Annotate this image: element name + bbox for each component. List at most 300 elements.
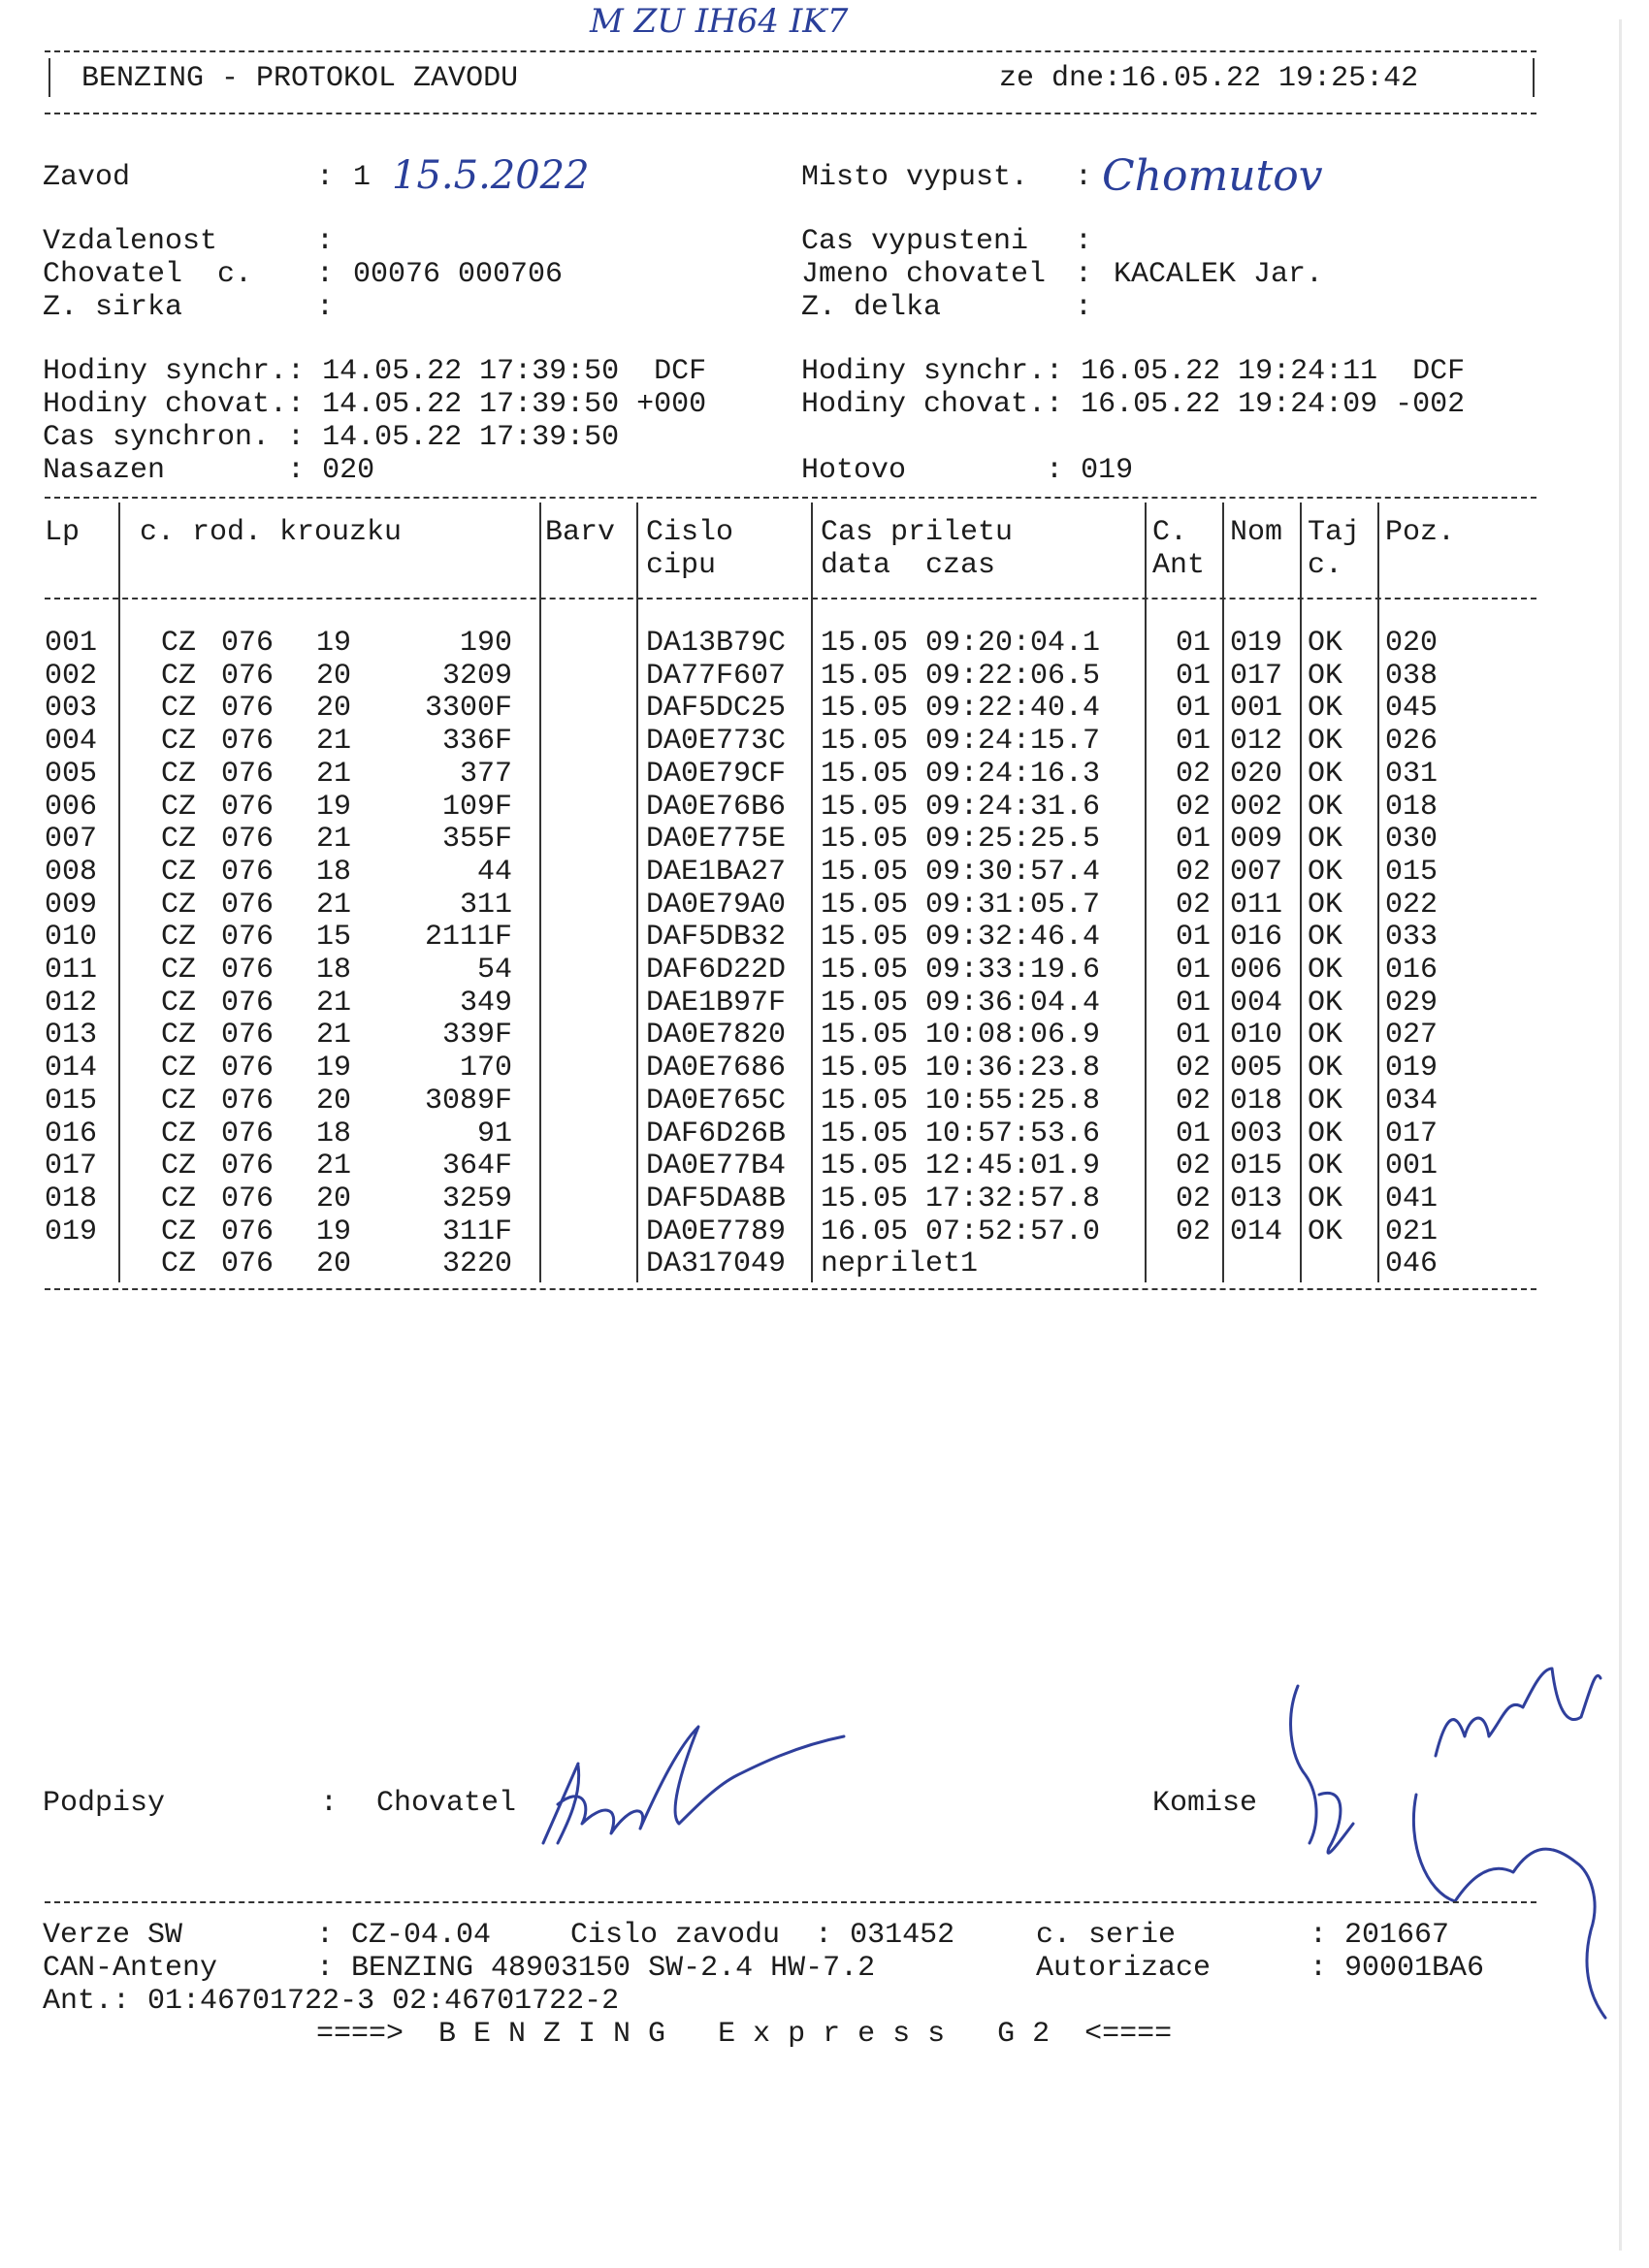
row-country: CZ xyxy=(161,1247,197,1281)
row-chip: DA13B79C xyxy=(646,627,787,660)
row-nom: 004 xyxy=(1230,986,1283,1020)
row-year: 21 xyxy=(316,1150,352,1183)
header-ring: c. rod. krouzku xyxy=(140,516,403,549)
row-nom: 001 xyxy=(1230,692,1283,726)
row-taj: OK xyxy=(1308,954,1343,987)
clock-right-1: Hodiny synchr.: 16.05.22 19:24:11 DCF xyxy=(801,355,1466,388)
row-chip: DA0E765C xyxy=(646,1084,787,1118)
row-ring-number: 44 xyxy=(476,855,512,889)
row-nom: 011 xyxy=(1230,888,1283,922)
ant-label: Ant.: xyxy=(43,1985,131,2018)
header-time-2: data czas xyxy=(821,549,996,582)
row-time: neprilet1 xyxy=(821,1247,979,1281)
row-poz: 033 xyxy=(1385,921,1439,955)
row-ring-number: 364F xyxy=(441,1150,512,1183)
row-taj: OK xyxy=(1308,1084,1343,1118)
row-chip: DA0E775E xyxy=(646,823,787,857)
row-ant: 01 xyxy=(1176,986,1212,1020)
header-barv: Barv xyxy=(545,516,616,549)
header-nom: Nom xyxy=(1230,516,1283,549)
row-chip: DAF5DA8B xyxy=(646,1182,787,1215)
row-ant: 01 xyxy=(1176,921,1212,955)
row-region: 076 xyxy=(221,954,275,987)
row-chip: DA0E7686 xyxy=(646,1052,787,1085)
row-ring-number: 170 xyxy=(459,1052,512,1085)
row-taj: OK xyxy=(1308,921,1343,955)
row-nom: 010 xyxy=(1230,1019,1283,1053)
row-region: 076 xyxy=(221,725,275,759)
chovatel-label: Chovatel c. xyxy=(43,258,253,291)
row-country: CZ xyxy=(161,725,197,759)
row-nom: 018 xyxy=(1230,1084,1283,1118)
row-lp: 003 xyxy=(45,692,98,726)
row-country: CZ xyxy=(161,659,197,693)
sirka-colon: : xyxy=(316,291,335,324)
row-poz: 029 xyxy=(1385,986,1439,1020)
delka-colon: : xyxy=(1075,291,1093,324)
clock-right-3-value: 019 xyxy=(1081,454,1134,487)
row-ring-number: 311 xyxy=(459,888,512,922)
row-nom: 006 xyxy=(1230,954,1283,987)
row-year: 15 xyxy=(316,921,352,955)
row-poz: 046 xyxy=(1385,1247,1439,1281)
row-region: 076 xyxy=(221,1052,275,1085)
row-country: CZ xyxy=(161,823,197,857)
row-chip: DA0E79CF xyxy=(646,757,787,791)
row-taj: OK xyxy=(1308,1182,1343,1215)
clock-right-1-value: 16.05.22 19:24:11 xyxy=(1081,355,1378,388)
row-year: 20 xyxy=(316,1182,352,1215)
clock-right-2-extra: -002 xyxy=(1395,388,1466,421)
row-poz: 020 xyxy=(1385,627,1439,660)
row-poz: 015 xyxy=(1385,855,1439,889)
row-time: 15.05 09:24:31.6 xyxy=(821,790,1101,824)
row-region: 076 xyxy=(221,1117,275,1150)
row-nom: 003 xyxy=(1230,1117,1283,1150)
row-nom: 007 xyxy=(1230,855,1283,889)
row-chip: DAF6D22D xyxy=(646,954,787,987)
row-lp: 004 xyxy=(45,725,98,759)
row-nom: 012 xyxy=(1230,725,1283,759)
row-ring-number: 91 xyxy=(476,1117,512,1150)
clock-right-1-extra: DCF xyxy=(1412,355,1466,388)
row-poz: 027 xyxy=(1385,1019,1439,1053)
header-chip: Cislo xyxy=(646,516,734,549)
row-poz: 034 xyxy=(1385,1084,1439,1118)
row-lp: 013 xyxy=(45,1019,98,1053)
misto-colon: : xyxy=(1075,161,1093,194)
row-time: 15.05 12:45:01.9 xyxy=(821,1150,1101,1183)
row-year: 20 xyxy=(316,659,352,693)
row-poz: 016 xyxy=(1385,954,1439,987)
row-ring-number: 190 xyxy=(459,627,512,660)
header-taj: Taj xyxy=(1308,516,1361,549)
row-lp: 018 xyxy=(45,1182,98,1215)
clock-left-2-value: 14.05.22 17:39:50 xyxy=(322,388,620,421)
clock-left-1-label: Hodiny synchr. xyxy=(43,355,288,388)
misto-label: Misto vypust. xyxy=(801,161,1029,194)
clock-left-3: Cas synchron. : 14.05.22 17:39:50 xyxy=(43,421,620,454)
can-value-text: BENZING 48903150 SW-2.4 HW-7.2 xyxy=(351,1952,876,1985)
clock-left-2-label: Hodiny chovat. xyxy=(43,388,288,421)
row-ant: 01 xyxy=(1176,1019,1212,1053)
handwritten-race-date: 15.5.2022 xyxy=(392,153,590,198)
row-time: 15.05 10:55:25.8 xyxy=(821,1084,1101,1118)
row-country: CZ xyxy=(161,1052,197,1085)
header-ant: C. xyxy=(1152,516,1188,549)
row-time: 15.05 09:33:19.6 xyxy=(821,954,1101,987)
row-country: CZ xyxy=(161,888,197,922)
clock-right-2-value: 16.05.22 19:24:09 xyxy=(1081,388,1378,421)
clock-left-1-value: 14.05.22 17:39:50 xyxy=(322,355,620,388)
row-chip: DA77F607 xyxy=(646,659,787,693)
header-date-value: 16.05.22 19:25:42 xyxy=(1121,62,1419,95)
row-time: 15.05 10:08:06.9 xyxy=(821,1019,1101,1053)
verze-label: Verze SW xyxy=(43,1919,183,1952)
row-region: 076 xyxy=(221,1019,275,1053)
row-region: 076 xyxy=(221,1247,275,1281)
clock-left-2-extra: +000 xyxy=(636,388,707,421)
row-poz: 030 xyxy=(1385,823,1439,857)
row-country: CZ xyxy=(161,1182,197,1215)
row-ant: 01 xyxy=(1176,659,1212,693)
row-taj: OK xyxy=(1308,1150,1343,1183)
row-country: CZ xyxy=(161,790,197,824)
row-country: CZ xyxy=(161,1117,197,1150)
row-lp: 009 xyxy=(45,888,98,922)
row-country: CZ xyxy=(161,692,197,726)
row-taj: OK xyxy=(1308,659,1343,693)
row-time: 15.05 09:22:40.4 xyxy=(821,692,1101,726)
clock-right-2-label: Hodiny chovat. xyxy=(801,388,1047,421)
row-chip: DA317049 xyxy=(646,1247,787,1281)
row-ant: 02 xyxy=(1176,1052,1212,1085)
row-region: 076 xyxy=(221,659,275,693)
row-nom: 020 xyxy=(1230,757,1283,791)
row-country: CZ xyxy=(161,855,197,889)
row-nom: 013 xyxy=(1230,1182,1283,1215)
row-ring-number: 109F xyxy=(441,790,512,824)
row-country: CZ xyxy=(161,921,197,955)
row-lp: 011 xyxy=(45,954,98,987)
row-lp: 007 xyxy=(45,823,98,857)
row-taj: OK xyxy=(1308,1117,1343,1150)
brand-line: ====> B E N Z I N G E x p r e s s G 2 <==== xyxy=(316,2018,1173,2051)
vzdalenost-label: Vzdalenost xyxy=(43,225,218,258)
zavod-colon: : xyxy=(316,161,335,194)
clock-left-1-extra: DCF xyxy=(654,355,707,388)
row-poz: 018 xyxy=(1385,790,1439,824)
row-time: 15.05 09:24:16.3 xyxy=(821,757,1101,791)
zavod-value: 1 xyxy=(353,161,372,194)
row-time: 15.05 17:32:57.8 xyxy=(821,1182,1101,1215)
row-taj: OK xyxy=(1308,1215,1343,1248)
can-value: : BENZING 48903150 SW-2.4 HW-7.2 xyxy=(316,1952,876,1985)
komise-label: Komise xyxy=(1152,1787,1258,1820)
row-nom: 014 xyxy=(1230,1215,1283,1248)
footer-rule xyxy=(45,1901,1536,1903)
row-poz: 022 xyxy=(1385,888,1439,922)
clock-right-3-label: Hotovo xyxy=(801,454,1047,487)
row-year: 19 xyxy=(316,790,352,824)
row-lp: 006 xyxy=(45,790,98,824)
row-lp: 019 xyxy=(45,1215,98,1248)
row-chip: DAE1B97F xyxy=(646,986,787,1020)
row-time: 16.05 07:52:57.0 xyxy=(821,1215,1101,1248)
row-lp: 010 xyxy=(45,921,98,955)
row-region: 076 xyxy=(221,757,275,791)
delka-label: Z. delka xyxy=(801,291,942,324)
row-ant: 02 xyxy=(1176,1182,1212,1215)
row-year: 21 xyxy=(316,986,352,1020)
row-year: 19 xyxy=(316,1052,352,1085)
row-ring-number: 339F xyxy=(441,1019,512,1053)
row-region: 076 xyxy=(221,627,275,660)
row-country: CZ xyxy=(161,757,197,791)
row-country: CZ xyxy=(161,1084,197,1118)
row-region: 076 xyxy=(221,692,275,726)
clock-left-2: Hodiny chovat.: 14.05.22 17:39:50 +000 xyxy=(43,388,707,421)
verze-value-text: CZ-04.04 xyxy=(351,1919,492,1952)
jmeno-value: KACALEK Jar. xyxy=(1114,258,1324,291)
row-region: 076 xyxy=(221,823,275,857)
row-year: 19 xyxy=(316,1215,352,1248)
row-poz: 041 xyxy=(1385,1182,1439,1215)
clock-right-2: Hodiny chovat.: 16.05.22 19:24:09 -002 xyxy=(801,388,1466,421)
row-country: CZ xyxy=(161,1215,197,1248)
row-year: 18 xyxy=(316,954,352,987)
ant-line xyxy=(43,1985,619,2018)
row-taj: OK xyxy=(1308,757,1343,791)
row-time: 15.05 09:32:46.4 xyxy=(821,921,1101,955)
row-ring-number: 3259 xyxy=(441,1182,512,1215)
cislo-zavodu-value: 031452 xyxy=(850,1919,955,1952)
row-poz: 038 xyxy=(1385,659,1439,693)
row-taj: OK xyxy=(1308,823,1343,857)
row-year: 20 xyxy=(316,1084,352,1118)
cas-vypusteni-label: Cas vypusteni xyxy=(801,225,1029,258)
row-country: CZ xyxy=(161,1019,197,1053)
row-nom: 015 xyxy=(1230,1150,1283,1183)
jmeno-colon: : xyxy=(1075,258,1093,291)
jmeno-label: Jmeno chovatel xyxy=(801,258,1047,291)
handwritten-release-place: Chomutov xyxy=(1102,151,1323,201)
clock-left-1: Hodiny synchr.: 14.05.22 17:39:50 DCF xyxy=(43,355,707,388)
row-poz: 031 xyxy=(1385,757,1439,791)
row-chip: DAF5DC25 xyxy=(646,692,787,726)
row-ring-number: 355F xyxy=(441,823,512,857)
row-poz: 017 xyxy=(1385,1117,1439,1150)
row-ant: 02 xyxy=(1176,790,1212,824)
row-poz: 001 xyxy=(1385,1150,1439,1183)
serie-value: : 201667 xyxy=(1310,1919,1450,1952)
handwritten-top-note: M ZU IH64 IK7 xyxy=(590,2,849,41)
row-ant: 02 xyxy=(1176,1215,1212,1248)
row-chip: DA0E773C xyxy=(646,725,787,759)
row-region: 076 xyxy=(221,986,275,1020)
header-taj-2: c. xyxy=(1308,549,1343,582)
row-ring-number: 2111F xyxy=(424,921,512,955)
row-time: 15.05 09:31:05.7 xyxy=(821,888,1101,922)
chovatel-colon: : xyxy=(316,258,335,291)
header-date-label: ze dne: xyxy=(999,62,1122,95)
row-lp: 008 xyxy=(45,855,98,889)
row-ring-number: 3089F xyxy=(424,1084,512,1118)
header-ant-2: Ant xyxy=(1152,549,1206,582)
autorizace-value: : 90001BA6 xyxy=(1310,1952,1485,1985)
row-lp: 005 xyxy=(45,757,98,791)
header-time: Cas priletu xyxy=(821,516,1014,549)
row-year: 21 xyxy=(316,888,352,922)
clock-right-3: Hotovo : 019 xyxy=(801,454,1134,487)
row-ring-number: 349 xyxy=(459,986,512,1020)
autorizace-value-text: 90001BA6 xyxy=(1344,1952,1485,1985)
verze-value: : CZ-04.04 xyxy=(316,1919,492,1952)
row-ring-number: 3209 xyxy=(441,659,512,693)
cas-vypusteni-colon: : xyxy=(1075,225,1093,258)
row-nom: 016 xyxy=(1230,921,1283,955)
cislo-zavodu-label: Cislo zavodu xyxy=(570,1919,781,1952)
row-year: 19 xyxy=(316,627,352,660)
row-year: 21 xyxy=(316,823,352,857)
row-year: 21 xyxy=(316,1019,352,1053)
header-chip-2: cipu xyxy=(646,549,717,582)
row-nom: 019 xyxy=(1230,627,1283,660)
chovatel-value: 00076 000706 xyxy=(353,258,564,291)
row-lp: 016 xyxy=(45,1117,98,1150)
row-region: 076 xyxy=(221,790,275,824)
serie-label: c. serie xyxy=(1036,1919,1177,1952)
row-chip: DAF6D26B xyxy=(646,1117,787,1150)
row-lp: 015 xyxy=(45,1084,98,1118)
podpisy-colon: : xyxy=(320,1787,339,1820)
row-ring-number: 377 xyxy=(459,757,512,791)
row-nom: 017 xyxy=(1230,659,1283,693)
clock-left-4: Nasazen : 020 xyxy=(43,454,375,487)
ant-value: 01:46701722-3 02:46701722-2 xyxy=(147,1985,620,2018)
row-chip: DAE1BA27 xyxy=(646,855,787,889)
row-taj: OK xyxy=(1308,855,1343,889)
row-ant: 01 xyxy=(1176,692,1212,726)
row-region: 076 xyxy=(221,1150,275,1183)
row-poz: 019 xyxy=(1385,1052,1439,1085)
row-poz: 026 xyxy=(1385,725,1439,759)
row-nom: 005 xyxy=(1230,1052,1283,1085)
chovatel-sign-label: Chovatel xyxy=(376,1787,517,1820)
row-year: 18 xyxy=(316,1117,352,1150)
row-taj: OK xyxy=(1308,888,1343,922)
row-country: CZ xyxy=(161,954,197,987)
row-poz: 021 xyxy=(1385,1215,1439,1248)
row-region: 076 xyxy=(221,1182,275,1215)
row-ant: 02 xyxy=(1176,1084,1212,1118)
clock-left-4-value: 020 xyxy=(322,454,375,487)
row-ant: 01 xyxy=(1176,627,1212,660)
row-year: 21 xyxy=(316,757,352,791)
row-ant: 01 xyxy=(1176,725,1212,759)
cislo-zavodu: Cislo zavodu : 031452 xyxy=(570,1919,955,1952)
clock-left-3-value: 14.05.22 17:39:50 xyxy=(322,421,620,454)
row-region: 076 xyxy=(221,888,275,922)
row-lp: 012 xyxy=(45,986,98,1020)
row-country: CZ xyxy=(161,1150,197,1183)
row-chip: DA0E79A0 xyxy=(646,888,787,922)
row-ant: 01 xyxy=(1176,823,1212,857)
row-chip: DA0E77B4 xyxy=(646,1150,787,1183)
row-time: 15.05 09:36:04.4 xyxy=(821,986,1101,1020)
row-year: 20 xyxy=(316,692,352,726)
row-region: 076 xyxy=(221,1084,275,1118)
row-taj: OK xyxy=(1308,1019,1343,1053)
row-ring-number: 3220 xyxy=(441,1247,512,1281)
row-country: CZ xyxy=(161,986,197,1020)
row-ant: 01 xyxy=(1176,1117,1212,1150)
row-year: 18 xyxy=(316,855,352,889)
row-time: 15.05 09:24:15.7 xyxy=(821,725,1101,759)
row-taj: OK xyxy=(1308,692,1343,726)
row-time: 15.05 10:57:53.6 xyxy=(821,1117,1101,1150)
row-ant: 02 xyxy=(1176,1150,1212,1183)
row-taj: OK xyxy=(1308,790,1343,824)
can-label: CAN-Anteny xyxy=(43,1952,218,1985)
clock-right-1-label: Hodiny synchr. xyxy=(801,355,1047,388)
row-time: 15.05 10:36:23.8 xyxy=(821,1052,1101,1085)
row-region: 076 xyxy=(221,855,275,889)
row-taj: OK xyxy=(1308,986,1343,1020)
row-region: 076 xyxy=(221,921,275,955)
sirka-label: Z. sirka xyxy=(43,291,183,324)
row-chip: DAF5DB32 xyxy=(646,921,787,955)
row-lp: 002 xyxy=(45,659,98,693)
row-year: 20 xyxy=(316,1247,352,1281)
row-lp: 014 xyxy=(45,1052,98,1085)
row-taj: OK xyxy=(1308,725,1343,759)
clock-left-3-label: Cas synchron. xyxy=(43,421,288,454)
row-ring-number: 3300F xyxy=(424,692,512,726)
podpisy-label: Podpisy xyxy=(43,1787,166,1820)
row-year: 21 xyxy=(316,725,352,759)
row-ant: 02 xyxy=(1176,757,1212,791)
row-chip: DA0E7820 xyxy=(646,1019,787,1053)
serie-value-text: 201667 xyxy=(1344,1919,1450,1952)
header-lp: Lp xyxy=(45,516,81,549)
row-ant: 02 xyxy=(1176,855,1212,889)
row-region: 076 xyxy=(221,1215,275,1248)
zavod-label: Zavod xyxy=(43,161,131,194)
row-taj: OK xyxy=(1308,627,1343,660)
row-nom: 002 xyxy=(1230,790,1283,824)
row-country: CZ xyxy=(161,627,197,660)
row-ring-number: 54 xyxy=(476,954,512,987)
row-ring-number: 311F xyxy=(441,1215,512,1248)
row-time: 15.05 09:22:06.5 xyxy=(821,659,1101,693)
row-ant: 02 xyxy=(1176,888,1212,922)
row-lp: 017 xyxy=(45,1150,98,1183)
row-chip: DA0E76B6 xyxy=(646,790,787,824)
header-poz: Poz. xyxy=(1385,516,1456,549)
row-time: 15.05 09:20:04.1 xyxy=(821,627,1101,660)
row-time: 15.05 09:30:57.4 xyxy=(821,855,1101,889)
row-ant: 01 xyxy=(1176,954,1212,987)
row-taj: OK xyxy=(1308,1052,1343,1085)
row-nom: 009 xyxy=(1230,823,1283,857)
row-chip: DA0E7789 xyxy=(646,1215,787,1248)
clock-left-4-label: Nasazen xyxy=(43,454,288,487)
vzdalenost-colon: : xyxy=(316,225,335,258)
header-title: BENZING - PROTOKOL ZAVODU xyxy=(81,62,519,95)
row-lp: 001 xyxy=(45,627,98,660)
row-time: 15.05 09:25:25.5 xyxy=(821,823,1101,857)
